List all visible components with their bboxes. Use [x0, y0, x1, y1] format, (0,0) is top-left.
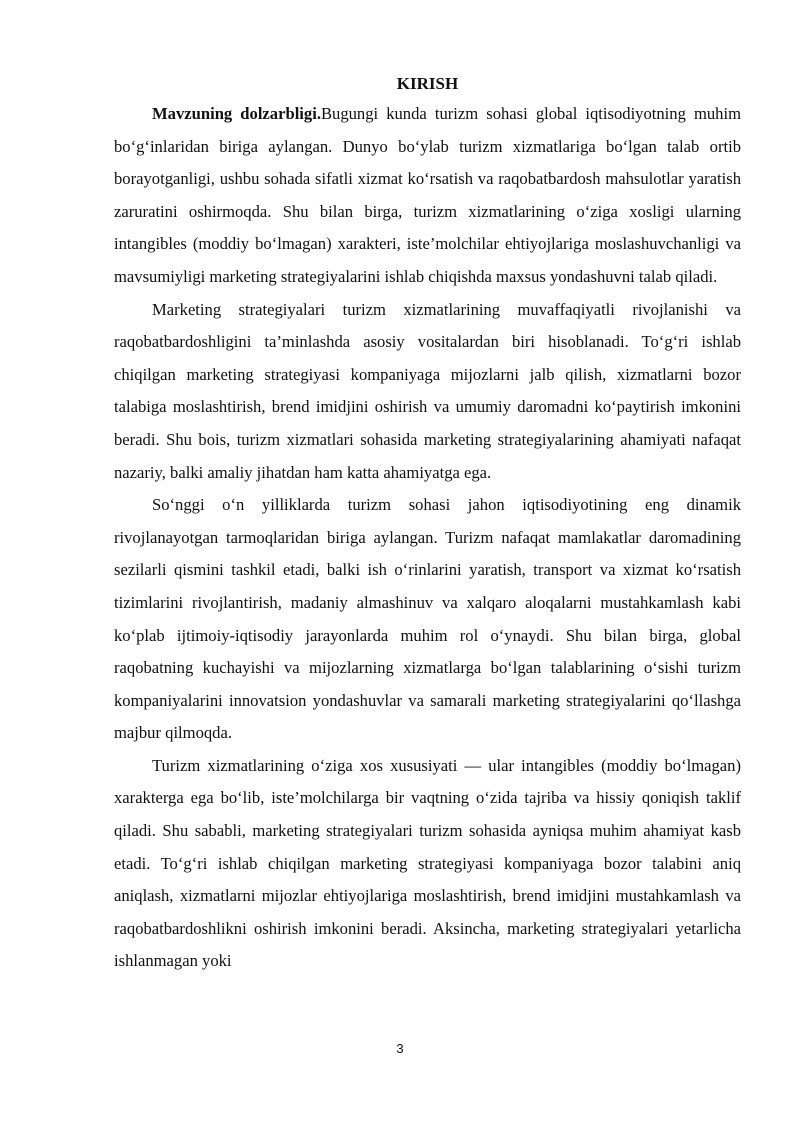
paragraph-text: Turizm xizmatlarining o‘ziga xos xususiyati — ular intangibles (moddiy bo‘lmagan) xarakterga ega bo‘lib, iste’molchilarga bir vaqtning o‘zida tajriba va hissiy qoniqish taklif qiladi. Shu sababli, marketing strategiyalari turizm sohasida ayniqsa muhim ahamiyat kasb etadi. To‘g‘ri ishlab chiqilgan marketing strategiyasi kompaniyaga bozor talabini aniq aniqlash, xizmatlarni mijozlar ehtiyojlariga moslashtirish, brend imidjini mustahkamlash va raqobatbardoshlikni oshirish imkonini beradi. Aksincha, marketing strategiyalari yetarlicha ishlanmagan yoki: [114, 755, 741, 971]
page-number: 3: [396, 1041, 404, 1056]
paragraph-text: Bugungi kunda turizm sohasi global iqtisodiyotning muhim bo‘g‘inlaridan biriga aylangan. Dunyo bo‘ylab turizm xizmatlariga bo‘lgan talab ortib borayotganligi, ushbu sohada sifatli xizmat ko‘rsatish va raqobatbardosh mahsulotlar yaratish zaruratini oshirmoqda. Shu bilan birga, turizm xizmatlarining o‘ziga xosligi ularning intangibles (moddiy bo‘lmagan) xarakteri, iste’molchilar ehtiyojlariga moslashuvchanligi va mavsumiyligi marketing strategiyalarini ishlab chiqishda maxsus yondashuvni talab qiladi.: [114, 104, 741, 286]
section-heading: KIRISH: [396, 74, 459, 93]
document-page: [114, 72, 741, 978]
paragraph-tourism-growth: [114, 489, 741, 750]
paragraph-text: Marketing strategiyalari turizm xizmatlarining muvaffaqiyatli rivojlanishi va raqobatbardoshligini ta’minlashda asosiy vositalardan biri hisoblanadi. To‘g‘ri ishlab chiqilgan marketing strategiyasi kompaniyaga mijozlarni jalb qilish, xizmatlarni bozor talabiga moslashtirish, brend imidjini oshirish va umumiy daromadni ko‘paytirish imkonini beradi. Shu bois, turizm xizmatlari sohasida marketing strategiyalarining ahamiyati nafaqat nazariy, balki amaliy jihatdan ham katta ahamiyatga ega.: [114, 299, 741, 482]
paragraph-lead: Mavzuning dolzarbligi.: [152, 104, 321, 123]
paragraph-relevance: [114, 98, 741, 294]
paragraph-tourism-features: [114, 750, 741, 978]
paragraph-marketing-strategies: [114, 294, 741, 490]
paragraph-text: So‘nggi o‘n yilliklarda turizm sohasi jahon iqtisodiyotining eng dinamik rivojlanayotgan tarmoqlaridan biriga aylangan. Turizm nafaqat mamlakatlar daromadining sezilarli qismini tashkil etadi, balki ish o‘rinlarini yaratish, transport va xizmat ko‘rsatish tizimlarini rivojlantirish, madaniy almashinuv va xalqaro aloqalarni mustahkamlash kabi ko‘plab ijtimoiy-iqtisodiy jarayonlarda muhim rol o‘ynaydi. Shu bilan birga, global raqobatning kuchayishi va mijozlarning xizmatlarga bo‘lgan talablarining o‘sishi turizm kompaniyalarini innovatsion yondashuvlar va samarali marketing strategiyalarini qo‘llashga majbur qilmoqda.: [114, 495, 741, 743]
